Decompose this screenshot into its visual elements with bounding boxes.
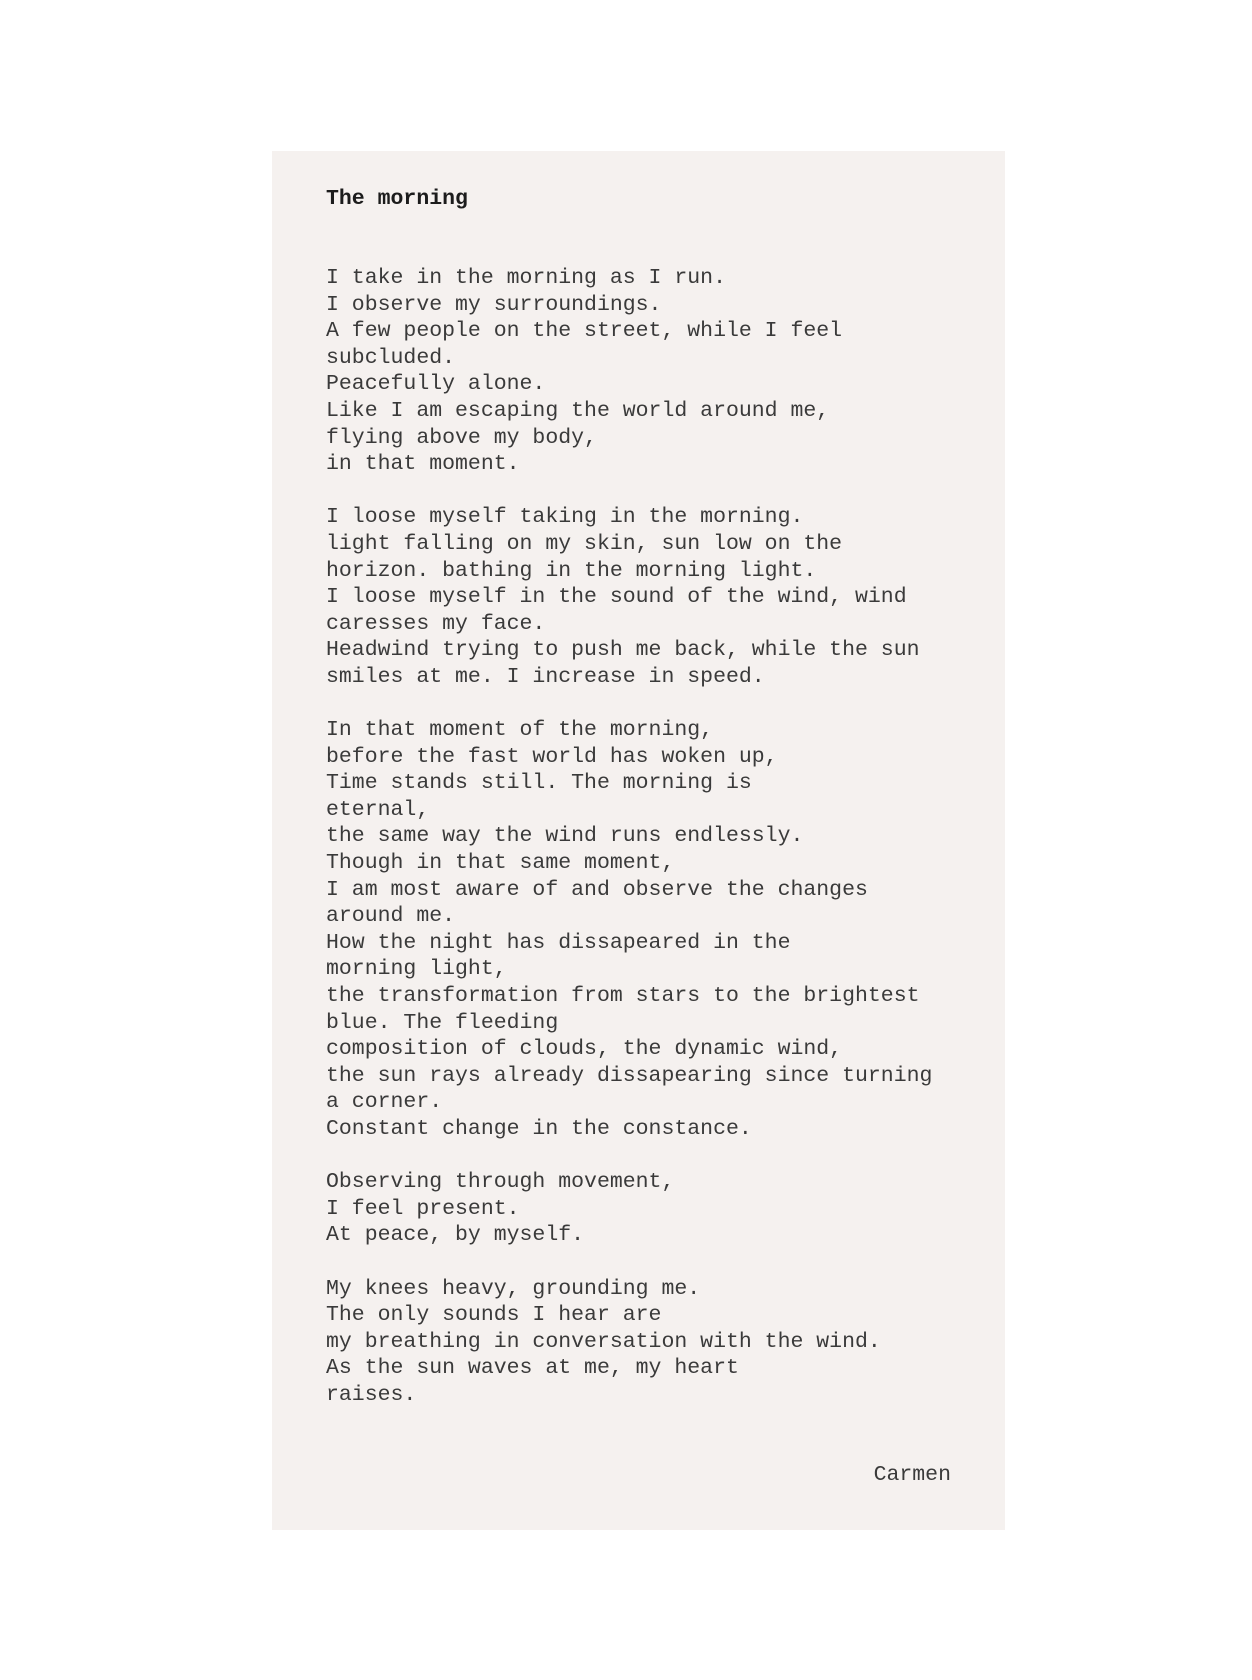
poem-line: flying above my body,: [326, 425, 597, 450]
poem-line: subcluded.: [326, 345, 456, 370]
stanza: [326, 265, 932, 478]
poem-line: before the fast world has woken up,: [326, 744, 778, 769]
poem-line: Though in that same moment,: [326, 851, 675, 876]
poem-title: The morning: [326, 187, 468, 211]
poem-line: the transformation from stars to the brightest: [326, 984, 920, 1009]
poem-line: eternal,: [326, 797, 430, 822]
poem-line: My knees heavy, grounding me.: [326, 1276, 701, 1301]
poem-line: my breathing in conversation with the wind.: [326, 1329, 881, 1354]
poem-line: around me.: [326, 904, 456, 929]
poem-line: smiles at me. I increase in speed.: [326, 664, 765, 689]
poem-line: In that moment of the morning,: [326, 718, 714, 743]
poem-card: [272, 151, 1005, 1530]
poem-line: Like I am escaping the world around me,: [326, 398, 830, 423]
poem-line: I observe my surroundings.: [326, 292, 662, 317]
poem-line: I take in the morning as I run.: [326, 266, 726, 290]
poem-line: horizon. bathing in the morning light.: [326, 558, 817, 583]
poem-body: [326, 265, 932, 1409]
stanza: [326, 504, 932, 690]
poem-line: A few people on the street, while I feel: [326, 319, 843, 344]
poem-line: raises.: [326, 1382, 417, 1407]
stanza: [326, 717, 932, 1143]
poem-line: At peace, by myself.: [326, 1223, 585, 1248]
poem-line: composition of clouds, the dynamic wind,: [326, 1037, 843, 1062]
poem-line: The only sounds I hear are: [326, 1303, 662, 1328]
poem-line: As the sun waves at me, my heart: [326, 1356, 739, 1381]
poem-line: a corner.: [326, 1090, 443, 1115]
poem-author: Carmen: [873, 1463, 951, 1487]
poem-line: the sun rays already dissapearing since turning: [326, 1063, 933, 1088]
stanza: [326, 1276, 932, 1409]
poem-line: caresses my face.: [326, 611, 546, 636]
poem-line: I loose myself taking in the morning.: [326, 505, 804, 530]
poem-line: How the night has dissapeared in the: [326, 930, 791, 955]
poem-line: I am most aware of and observe the changes: [326, 877, 868, 902]
poem-line: I feel present.: [326, 1196, 520, 1221]
poem-line: Peacefully alone.: [326, 372, 546, 397]
poem-line: Time stands still. The morning is: [326, 771, 752, 796]
poem-line: light falling on my skin, sun low on the: [326, 531, 843, 556]
poem-line: morning light,: [326, 957, 507, 982]
poem-line: the same way the wind runs endlessly.: [326, 824, 804, 849]
poem-line: Observing through movement,: [326, 1170, 675, 1195]
poem-line: Headwind trying to push me back, while the sun: [326, 638, 920, 663]
poem-line: blue. The fleeding: [326, 1010, 559, 1035]
poem-line: I loose myself in the sound of the wind, wind: [326, 585, 907, 610]
stanza: [326, 1169, 932, 1249]
poem-line: Constant change in the constance.: [326, 1117, 752, 1141]
poem-line: in that moment.: [326, 452, 520, 477]
